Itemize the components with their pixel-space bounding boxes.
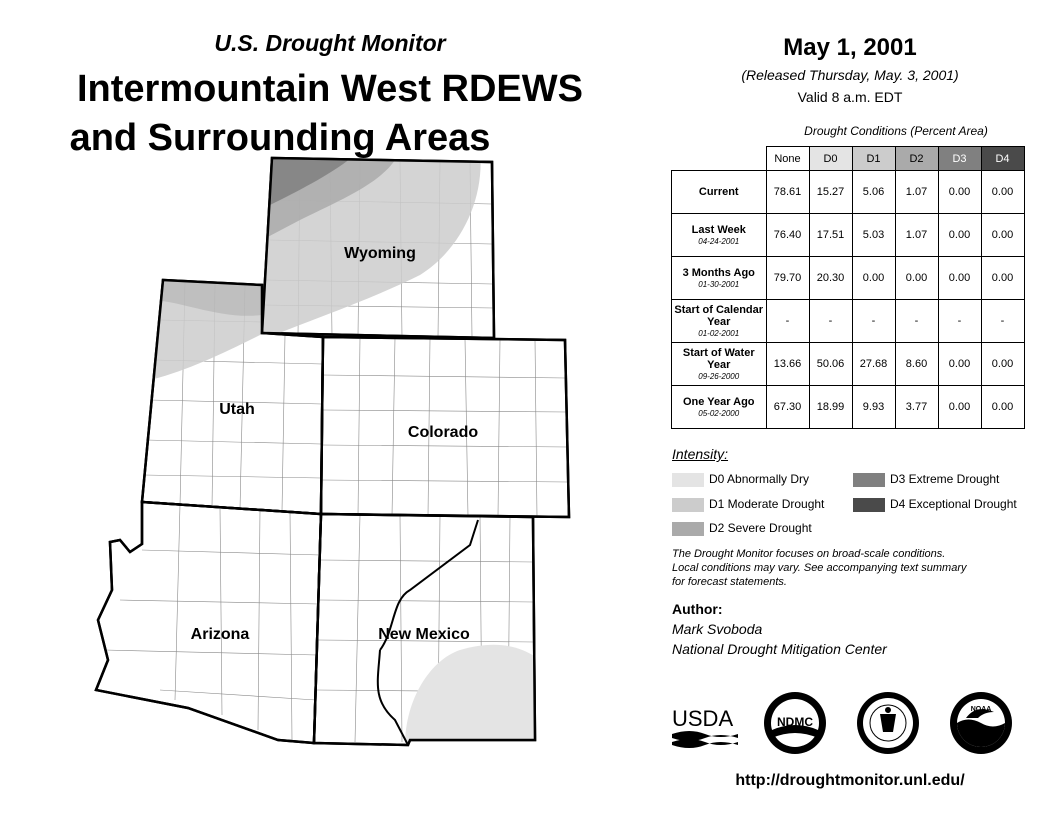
table-cell: 0.00 [938,386,981,429]
table-cell: - [852,300,895,343]
table-cell: 0.00 [981,171,1024,214]
legend-swatch [853,473,885,487]
table-cell: - [895,300,938,343]
legend-item-d3 [853,472,999,487]
note-line: Local conditions may vary. See accompanying text summary [672,562,967,574]
table-cell: 0.00 [938,257,981,300]
commerce-seal-logo [855,690,921,756]
table-cell: 5.06 [852,171,895,214]
disclaimer-note [672,547,1032,589]
valid-date: May 1, 2001 [783,34,917,61]
table-cell: 27.68 [852,343,895,386]
release-date: (Released Thursday, May. 3, 2001) [741,67,959,83]
col-none: None [766,147,809,171]
table-row [672,343,1025,386]
legend-item-d1 [672,497,824,512]
legend-item-d2 [672,521,812,536]
table-cell: 5.03 [852,214,895,257]
state-label-colorado: Colorado [407,424,479,441]
author-name: Mark Svoboda [672,621,763,637]
table-corner [672,147,767,171]
author-org: National Drought Mitigation Center [672,641,887,657]
legend-label: D1 Moderate Drought [709,497,825,511]
svg-text:USDA: USDA [672,706,734,731]
svg-text:NOAA: NOAA [970,706,992,713]
row-label: Current [672,171,767,214]
table-cell: 13.66 [766,343,809,386]
table-cell: 8.60 [895,343,938,386]
legend-swatch [853,498,885,512]
col-d4: D4 [981,147,1024,171]
state-label-utah: Utah [219,401,255,418]
table-cell: 79.70 [766,257,809,300]
svg-text:NDMC: NDMC [777,715,813,729]
valid-time: Valid 8 a.m. EDT [797,89,903,105]
noaa-logo [948,690,1014,756]
row-label: Start of Water Year 09-26-2000 [672,343,767,386]
state-arizona [96,502,321,743]
website-url[interactable]: http://droughtmonitor.unl.edu/ [735,772,965,789]
table-cell: 0.00 [981,214,1024,257]
table-cell: 0.00 [938,214,981,257]
table-cell: - [938,300,981,343]
note-line: for forecast statements. [672,576,787,588]
table-cell: 67.30 [766,386,809,429]
table-cell: 0.00 [981,257,1024,300]
table-cell: 15.27 [809,171,852,214]
map-title-line2: and Surrounding Areas [69,117,491,159]
ndmc-logo [762,690,828,756]
table-cell: 0.00 [938,343,981,386]
table-cell: 0.00 [895,257,938,300]
col-d2: D2 [895,147,938,171]
table-cell: 0.00 [938,171,981,214]
table-cell: 0.00 [852,257,895,300]
col-d1: D1 [852,147,895,171]
legend-label: D3 Extreme Drought [890,472,1000,486]
table-cell: 1.07 [895,214,938,257]
table-header-row [672,147,1025,171]
col-d0: D0 [809,147,852,171]
row-label: One Year Ago 05-02-2000 [672,386,767,429]
legend-title: Intensity: [672,446,729,462]
row-label: 3 Months Ago 01-30-2001 [672,257,767,300]
table-cell: 1.07 [895,171,938,214]
row-label: Start of Calendar Year 01-02-2001 [672,300,767,343]
table-cell: 3.77 [895,386,938,429]
legend-item-d0 [672,472,809,487]
state-label-arizona: Arizona [190,626,250,643]
legend-label: D4 Exceptional Drought [890,497,1017,511]
legend-label: D0 Abnormally Dry [709,472,810,486]
table-row [672,386,1025,429]
table-cell: 9.93 [852,386,895,429]
table-cell: 78.61 [766,171,809,214]
legend-item-d4 [853,497,1017,512]
table-cell: 0.00 [981,343,1024,386]
note-line: The Drought Monitor focuses on broad-scale conditions. [672,548,946,560]
table-cell: 20.30 [809,257,852,300]
table-cell: 18.99 [809,386,852,429]
table-row [672,300,1025,343]
state-label-new-mexico: New Mexico [378,626,470,643]
row-label: Last Week 04-24-2001 [672,214,767,257]
state-label-wyoming: Wyoming [344,245,416,262]
drought-conditions-table [671,146,1025,429]
legend-swatch [672,522,704,536]
table-cell: 17.51 [809,214,852,257]
map-title-line1: Intermountain West RDEWS [77,68,583,110]
table-cell: 0.00 [981,386,1024,429]
table-row [672,214,1025,257]
author-label: Author: [672,601,723,617]
table-row [672,257,1025,300]
table-caption: Drought Conditions (Percent Area) [804,124,988,138]
table-cell: - [981,300,1024,343]
usda-logo [670,700,740,750]
col-d3: D3 [938,147,981,171]
table-cell: - [766,300,809,343]
table-row [672,171,1025,214]
legend-label: D2 Severe Drought [709,521,812,535]
table-cell: 76.40 [766,214,809,257]
map-subtitle: U.S. Drought Monitor [214,30,446,56]
table-cell: 50.06 [809,343,852,386]
legend-swatch [672,498,704,512]
table-cell: - [809,300,852,343]
drought-map [0,150,600,770]
legend-swatch [672,473,704,487]
